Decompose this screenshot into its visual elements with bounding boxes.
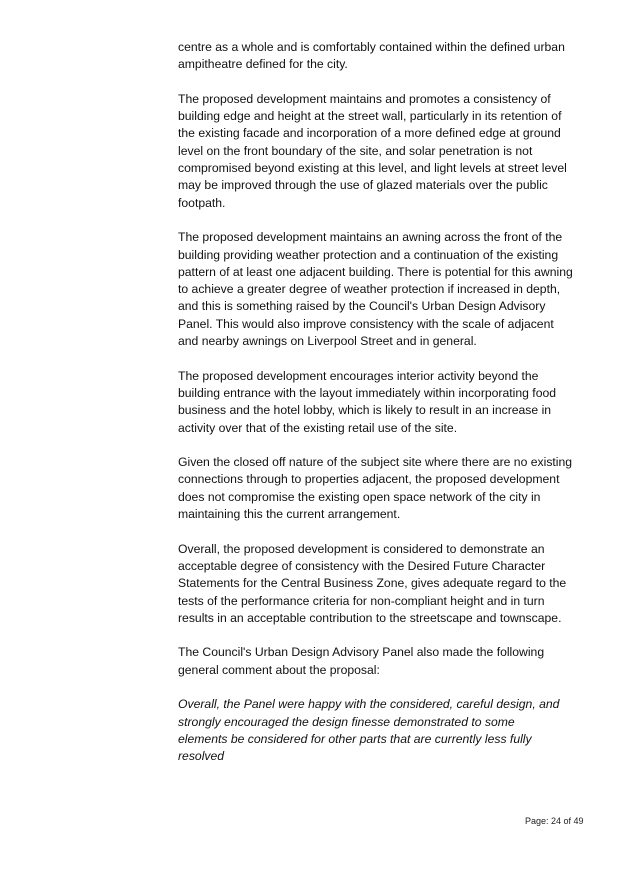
paragraph-gap [178, 212, 578, 229]
paragraph-gap [178, 627, 578, 644]
text-line: acceptable degree of consistency with the Desired Future Character [178, 558, 546, 573]
text-line: activity over that of the existing retail use of the site. [178, 420, 458, 435]
body-paragraph [178, 39, 578, 74]
body-paragraph [178, 454, 578, 523]
text-line: Overall, the Panel were happy with the considered, careful design, and [178, 697, 560, 712]
text-line: does not compromise the existing open space network of the city in [178, 489, 541, 504]
text-line: resolved [178, 749, 225, 764]
text-line: to achieve a greater degree of weather protection if increased in depth, [178, 282, 561, 297]
text-line: The proposed development maintains and promotes a consistency of [178, 91, 551, 106]
paragraph-gap [178, 74, 578, 91]
text-line: tests of the performance criteria for non-compliant height and in turn [178, 593, 545, 608]
text-line: The proposed development encourages interior activity beyond the [178, 368, 539, 383]
text-line: Given the closed off nature of the subject site where there are no existing [178, 455, 573, 470]
text-line: connections through to properties adjacent, the proposed development [178, 472, 560, 487]
text-line: centre as a whole and is comfortably contained within the defined urban [178, 40, 565, 54]
text-line: and this is something raised by the Council's Urban Design Advisory [178, 299, 546, 314]
text-line: ampitheatre defined for the city. [178, 57, 348, 72]
quoted-paragraph [178, 696, 578, 765]
text-line: Overall, the proposed development is considered to demonstrate an [178, 541, 545, 556]
body-paragraph [178, 229, 578, 350]
text-line: business and the hotel lobby, which is likely to result in an increase in [178, 403, 552, 418]
paragraph-gap [178, 523, 578, 540]
text-line: building edge and height at the street wall, particularly in its retention of [178, 109, 562, 124]
text-line: pattern of at least one adjacent building. There is potential for this awning [178, 264, 573, 279]
text-line: Panel. This would also improve consistency with the scale of adjacent [178, 316, 554, 331]
text-line: building providing weather protection and a continuation of the existing [178, 247, 559, 262]
text-line: footpath. [178, 195, 226, 210]
paragraph-gap [178, 437, 578, 454]
page-number: Page: 24 of 49 [525, 816, 584, 826]
text-line: building entrance with the layout immediately within incorporating food [178, 385, 557, 400]
text-line: Statements for the Central Business Zone, gives adequate regard to the [178, 576, 567, 591]
text-line: The proposed development maintains an awning across the front of the [178, 230, 563, 245]
text-line: maintaining this the current arrangement. [178, 507, 401, 522]
text-line: compromised beyond existing at this level, and light levels at street level [178, 161, 567, 176]
body-paragraph [178, 541, 578, 627]
body-paragraph [178, 644, 578, 679]
paragraph-gap [178, 679, 578, 696]
text-line: elements be considered for other parts that are currently less fully [178, 731, 532, 746]
text-line: strongly encouraged the design finesse demonstrated to some [178, 714, 515, 729]
text-line: and nearby awnings on Liverpool Street and in general. [178, 334, 477, 349]
text-line: level on the front boundary of the site, and solar penetration is not [178, 143, 533, 158]
text-line: the existing facade and incorporation of a more defined edge at ground [178, 126, 561, 141]
text-line: general comment about the proposal: [178, 662, 380, 677]
body-paragraph [178, 91, 578, 212]
body-paragraph [178, 368, 578, 437]
text-line: may be improved through the use of glazed materials over the public [178, 178, 548, 193]
text-line: results in an acceptable contribution to the streetscape and townscape. [178, 610, 562, 625]
document-body [178, 39, 578, 765]
text-line: The Council's Urban Design Advisory Panel also made the following [178, 645, 545, 660]
paragraph-gap [178, 350, 578, 367]
